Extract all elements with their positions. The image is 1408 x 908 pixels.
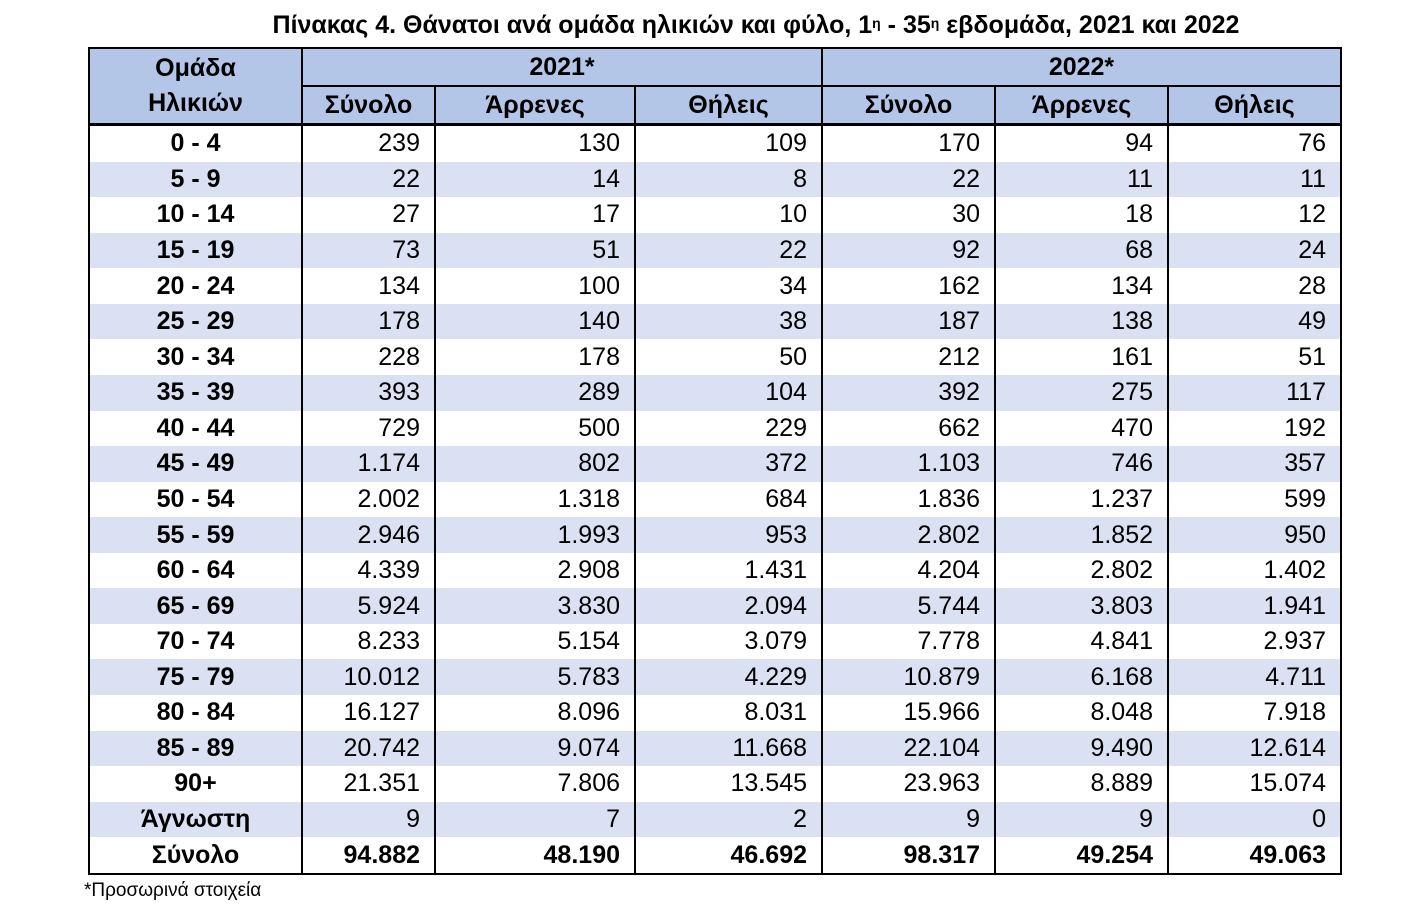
cell-female-2022: 192 <box>1168 411 1341 447</box>
cell-female-2022: 117 <box>1168 375 1341 411</box>
cell-male-2021: 8.096 <box>435 695 635 731</box>
age-group-cell: 0 - 4 <box>89 125 302 162</box>
table-row <box>89 197 1341 233</box>
age-group-cell: 55 - 59 <box>89 517 302 553</box>
cell-total-2022: 30 <box>822 197 995 233</box>
cell-male-2022: 275 <box>995 375 1168 411</box>
table-row <box>89 802 1341 838</box>
cell-female-2022: 11 <box>1168 162 1341 198</box>
cell-total-2021: 4.339 <box>302 553 435 589</box>
cell-male-2022: 470 <box>995 411 1168 447</box>
col-header-total-2021: Σύνολο <box>302 86 435 125</box>
age-group-cell: 70 - 74 <box>89 624 302 660</box>
table-row <box>89 624 1341 660</box>
cell-female-2021: 4.229 <box>635 659 822 695</box>
cell-total-2022: 23.963 <box>822 766 995 802</box>
cell-female-2021: 22 <box>635 233 822 269</box>
table-row <box>89 233 1341 269</box>
cell-total-2021: 178 <box>302 304 435 340</box>
cell-female-2022: 51 <box>1168 339 1341 375</box>
cell-total-2021: 21.351 <box>302 766 435 802</box>
age-group-cell: 80 - 84 <box>89 695 302 731</box>
cell-male-2021: 289 <box>435 375 635 411</box>
age-group-cell: 90+ <box>89 766 302 802</box>
cell-female-2021: 684 <box>635 482 822 518</box>
cell-total-2021: 239 <box>302 125 435 162</box>
cell-female-2021: 38 <box>635 304 822 340</box>
cell-female-2022: 950 <box>1168 517 1341 553</box>
cell-total-2022: 1.836 <box>822 482 995 518</box>
cell-female-2022: 76 <box>1168 125 1341 162</box>
col-header-female-2022: Θήλεις <box>1168 86 1341 125</box>
year-header-2022: 2022* <box>822 48 1341 86</box>
cell-male-2021: 7 <box>435 802 635 838</box>
cell-total-2021: 73 <box>302 233 435 269</box>
cell-total-2022: 7.778 <box>822 624 995 660</box>
table-row <box>89 162 1341 198</box>
cell-female-2022: 15.074 <box>1168 766 1341 802</box>
table-row <box>89 588 1341 624</box>
cell-female-2022: 1.402 <box>1168 553 1341 589</box>
cell-total-2022: 162 <box>822 268 995 304</box>
col-header-total-2022: Σύνολο <box>822 86 995 125</box>
cell-female-2021: 11.668 <box>635 731 822 767</box>
cell-female-2022: 7.918 <box>1168 695 1341 731</box>
table-row <box>89 125 1341 162</box>
age-group-cell: 35 - 39 <box>89 375 302 411</box>
cell-female-2022: 12.614 <box>1168 731 1341 767</box>
cell-male-2022: 11 <box>995 162 1168 198</box>
table-row <box>89 339 1341 375</box>
cell-female-2022: 2.937 <box>1168 624 1341 660</box>
cell-female-2021: 953 <box>635 517 822 553</box>
cell-male-2021: 3.830 <box>435 588 635 624</box>
cell-male-2021: 5.154 <box>435 624 635 660</box>
cell-female-2021: 50 <box>635 339 822 375</box>
age-group-cell: 30 - 34 <box>89 339 302 375</box>
age-header-line1: Ομάδα <box>155 54 236 82</box>
age-group-cell: 10 - 14 <box>89 197 302 233</box>
cell-male-2022: 3.803 <box>995 588 1168 624</box>
cell-total-2021: 16.127 <box>302 695 435 731</box>
title-superscript-2: η <box>930 15 940 31</box>
cell-male-2022: 9.490 <box>995 731 1168 767</box>
cell-female-2021: 3.079 <box>635 624 822 660</box>
table-row <box>89 446 1341 482</box>
cell-male-2021: 14 <box>435 162 635 198</box>
cell-female-2021: 2 <box>635 802 822 838</box>
cell-total-2021: 729 <box>302 411 435 447</box>
cell-male-2022: 2.802 <box>995 553 1168 589</box>
age-group-cell: 50 - 54 <box>89 482 302 518</box>
table-row <box>89 268 1341 304</box>
age-header-line2: Ηλικιών <box>148 89 243 117</box>
cell-total-2022: 98.317 <box>822 837 995 874</box>
cell-female-2021: 1.431 <box>635 553 822 589</box>
cell-female-2022: 49.063 <box>1168 837 1341 874</box>
table-row <box>89 517 1341 553</box>
cell-male-2022: 1.852 <box>995 517 1168 553</box>
cell-male-2022: 49.254 <box>995 837 1168 874</box>
total-row <box>89 837 1341 874</box>
cell-male-2022: 161 <box>995 339 1168 375</box>
table-row <box>89 659 1341 695</box>
cell-total-2022: 2.802 <box>822 517 995 553</box>
cell-total-2021: 2.946 <box>302 517 435 553</box>
age-group-cell: 5 - 9 <box>89 162 302 198</box>
cell-female-2021: 13.545 <box>635 766 822 802</box>
age-group-cell: 65 - 69 <box>89 588 302 624</box>
cell-male-2021: 1.993 <box>435 517 635 553</box>
cell-male-2022: 138 <box>995 304 1168 340</box>
age-group-cell: Σύνολο <box>89 837 302 874</box>
cell-male-2022: 8.889 <box>995 766 1168 802</box>
cell-female-2021: 109 <box>635 125 822 162</box>
cell-total-2021: 5.924 <box>302 588 435 624</box>
cell-male-2021: 1.318 <box>435 482 635 518</box>
cell-total-2021: 94.882 <box>302 837 435 874</box>
cell-female-2022: 0 <box>1168 802 1341 838</box>
cell-male-2021: 2.908 <box>435 553 635 589</box>
cell-female-2021: 34 <box>635 268 822 304</box>
cell-female-2022: 12 <box>1168 197 1341 233</box>
table-title <box>0 8 1408 42</box>
cell-total-2021: 27 <box>302 197 435 233</box>
cell-total-2022: 187 <box>822 304 995 340</box>
title-text-mid: - 35 <box>880 11 931 39</box>
cell-female-2021: 372 <box>635 446 822 482</box>
cell-female-2021: 2.094 <box>635 588 822 624</box>
table-row <box>89 375 1341 411</box>
cell-total-2022: 1.103 <box>822 446 995 482</box>
cell-male-2021: 802 <box>435 446 635 482</box>
cell-total-2021: 228 <box>302 339 435 375</box>
cell-total-2021: 10.012 <box>302 659 435 695</box>
cell-male-2022: 6.168 <box>995 659 1168 695</box>
cell-total-2022: 92 <box>822 233 995 269</box>
table-row <box>89 695 1341 731</box>
cell-total-2021: 1.174 <box>302 446 435 482</box>
table-row <box>89 766 1341 802</box>
cell-male-2022: 1.237 <box>995 482 1168 518</box>
table-row <box>89 482 1341 518</box>
age-group-cell: 25 - 29 <box>89 304 302 340</box>
cell-total-2022: 392 <box>822 375 995 411</box>
age-group-cell: 60 - 64 <box>89 553 302 589</box>
cell-total-2021: 134 <box>302 268 435 304</box>
cell-total-2021: 8.233 <box>302 624 435 660</box>
cell-total-2021: 393 <box>302 375 435 411</box>
cell-total-2022: 170 <box>822 125 995 162</box>
footnote: *Προσωρινά στοιχεία <box>84 880 262 901</box>
title-superscript-1: η <box>872 15 881 31</box>
cell-female-2021: 229 <box>635 411 822 447</box>
cell-male-2021: 130 <box>435 125 635 162</box>
table-row <box>89 411 1341 447</box>
col-header-male-2021: Άρρενες <box>435 86 635 125</box>
cell-total-2021: 2.002 <box>302 482 435 518</box>
cell-female-2022: 28 <box>1168 268 1341 304</box>
cell-male-2021: 140 <box>435 304 635 340</box>
cell-total-2022: 4.204 <box>822 553 995 589</box>
cell-female-2022: 357 <box>1168 446 1341 482</box>
age-group-cell: 45 - 49 <box>89 446 302 482</box>
cell-total-2022: 9 <box>822 802 995 838</box>
cell-total-2022: 22.104 <box>822 731 995 767</box>
table-row <box>89 731 1341 767</box>
cell-total-2021: 9 <box>302 802 435 838</box>
cell-male-2021: 7.806 <box>435 766 635 802</box>
cell-female-2022: 4.711 <box>1168 659 1341 695</box>
cell-male-2022: 18 <box>995 197 1168 233</box>
cell-male-2021: 17 <box>435 197 635 233</box>
age-group-header <box>89 48 302 125</box>
cell-total-2021: 20.742 <box>302 731 435 767</box>
cell-female-2021: 8.031 <box>635 695 822 731</box>
age-group-cell: Άγνωστη <box>89 802 302 838</box>
cell-male-2022: 8.048 <box>995 695 1168 731</box>
cell-male-2022: 68 <box>995 233 1168 269</box>
cell-male-2021: 178 <box>435 339 635 375</box>
cell-total-2022: 212 <box>822 339 995 375</box>
cell-male-2022: 94 <box>995 125 1168 162</box>
cell-total-2022: 5.744 <box>822 588 995 624</box>
cell-total-2022: 15.966 <box>822 695 995 731</box>
title-text-main: Πίνακας 4. Θάνατοι ανά ομάδα ηλικιών και φύλο, 1 <box>272 11 873 39</box>
cell-male-2021: 48.190 <box>435 837 635 874</box>
cell-female-2022: 24 <box>1168 233 1341 269</box>
age-group-cell: 20 - 24 <box>89 268 302 304</box>
cell-male-2021: 100 <box>435 268 635 304</box>
col-header-male-2022: Άρρενες <box>995 86 1168 125</box>
cell-female-2022: 599 <box>1168 482 1341 518</box>
cell-female-2022: 1.941 <box>1168 588 1341 624</box>
cell-male-2021: 5.783 <box>435 659 635 695</box>
table-row <box>89 553 1341 589</box>
cell-male-2021: 9.074 <box>435 731 635 767</box>
deaths-table <box>88 47 1342 875</box>
year-header-2021: 2021* <box>302 48 822 86</box>
cell-total-2021: 22 <box>302 162 435 198</box>
cell-female-2021: 10 <box>635 197 822 233</box>
cell-male-2021: 51 <box>435 233 635 269</box>
col-header-female-2021: Θήλεις <box>635 86 822 125</box>
age-group-cell: 85 - 89 <box>89 731 302 767</box>
cell-total-2022: 10.879 <box>822 659 995 695</box>
cell-total-2022: 662 <box>822 411 995 447</box>
cell-female-2021: 104 <box>635 375 822 411</box>
cell-male-2022: 746 <box>995 446 1168 482</box>
cell-male-2021: 500 <box>435 411 635 447</box>
table-row <box>89 304 1341 340</box>
table-body <box>89 125 1341 875</box>
age-group-cell: 40 - 44 <box>89 411 302 447</box>
cell-female-2022: 49 <box>1168 304 1341 340</box>
title-text-end: εβδομάδα, 2021 και 2022 <box>939 11 1240 39</box>
cell-male-2022: 4.841 <box>995 624 1168 660</box>
cell-male-2022: 9 <box>995 802 1168 838</box>
age-group-cell: 15 - 19 <box>89 233 302 269</box>
cell-total-2022: 22 <box>822 162 995 198</box>
cell-female-2021: 46.692 <box>635 837 822 874</box>
cell-female-2021: 8 <box>635 162 822 198</box>
cell-male-2022: 134 <box>995 268 1168 304</box>
age-group-cell: 75 - 79 <box>89 659 302 695</box>
